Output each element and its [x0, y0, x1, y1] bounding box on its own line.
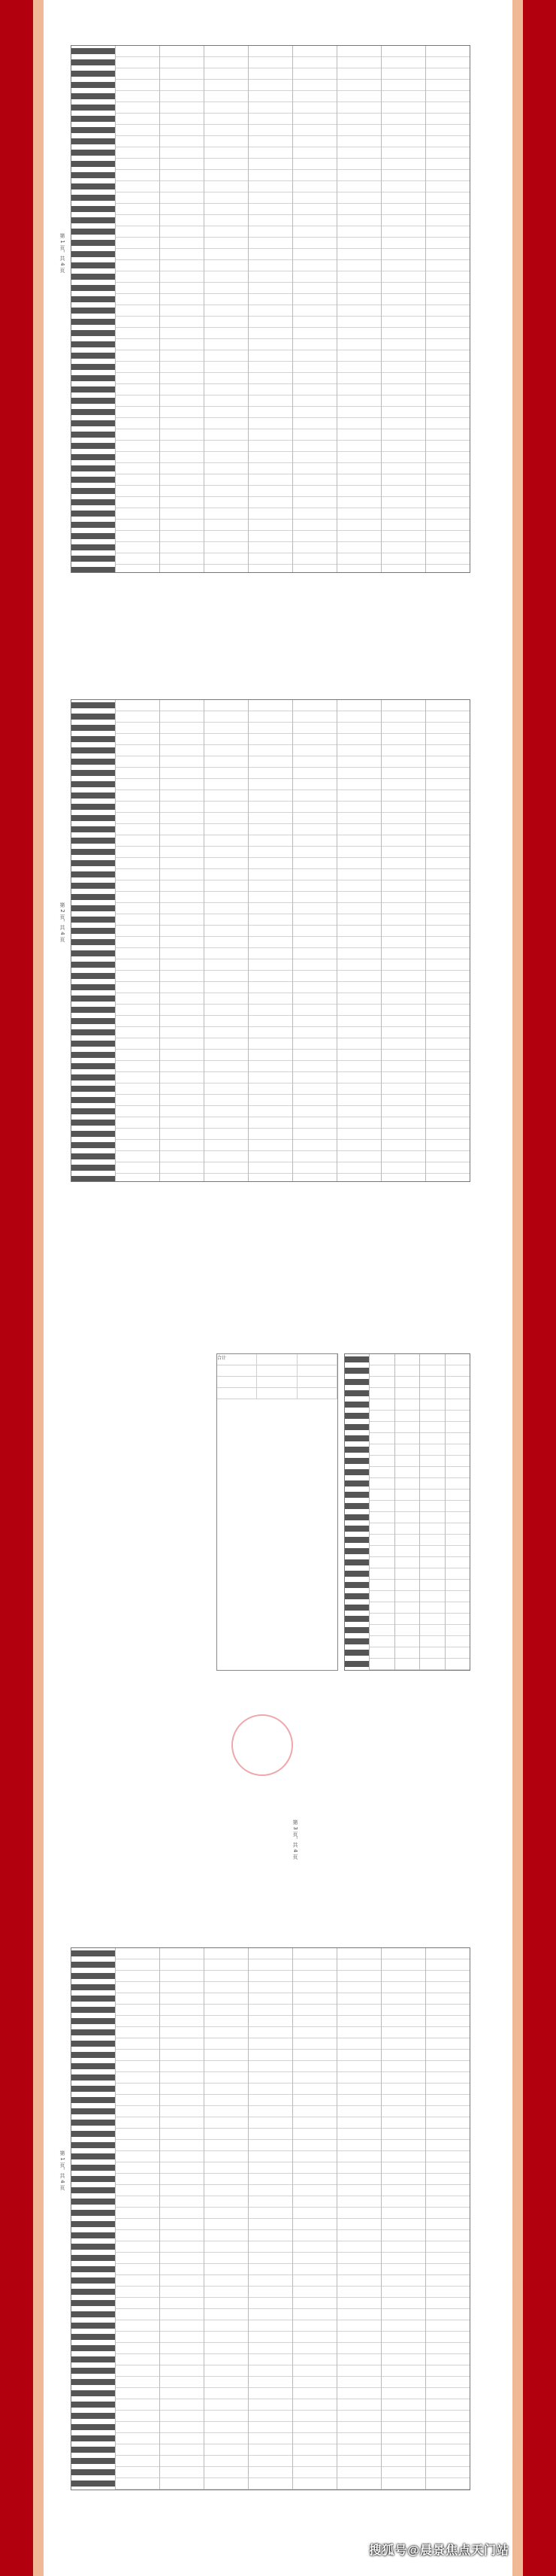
right-peach-border [512, 0, 523, 2576]
note-column [426, 700, 470, 1181]
unit-name-column [345, 1354, 370, 1670]
page-footer: 第 1 页，共 4 页 [59, 233, 65, 273]
floor-column [204, 1948, 249, 2490]
type-column [249, 1948, 293, 2490]
floor-column [204, 46, 249, 572]
unit-name-column [71, 1948, 116, 2490]
price-sheet-1 [44, 0, 512, 647]
total-price-column [382, 46, 426, 572]
unit-name-column [71, 46, 116, 572]
summary-table [216, 1353, 338, 1671]
unit-price-column [337, 1948, 382, 2490]
building-column [370, 1354, 394, 1670]
type-column [249, 46, 293, 572]
left-peach-border [33, 0, 44, 2576]
building-column [116, 700, 160, 1181]
official-seal [231, 1714, 293, 1776]
door-column [160, 1948, 204, 2490]
building-column [116, 1948, 160, 2490]
page-footer: 第 3 页，共 4 页 [292, 1820, 298, 1859]
page-footer: 第 2 页，共 4 页 [59, 902, 65, 942]
unit-price-column [337, 46, 382, 572]
unit-price-column [337, 700, 382, 1181]
area-column [293, 46, 337, 572]
total-price-column [382, 1948, 426, 2490]
area-column [420, 1354, 445, 1670]
price-sheet-2 [44, 662, 512, 1278]
summary-label: 合计 [217, 1354, 257, 1365]
unit-name-column [71, 700, 116, 1181]
floor-column [395, 1354, 420, 1670]
building-column [116, 46, 160, 572]
total-price-column [382, 700, 426, 1181]
document-paper [44, 0, 512, 2576]
floor-column [204, 700, 249, 1181]
price-table-3 [344, 1353, 470, 1671]
price-sheet-4 [44, 1925, 512, 2571]
right-red-frame [523, 0, 556, 2576]
door-column [160, 700, 204, 1181]
door-column [160, 46, 204, 572]
area-column [293, 1948, 337, 2490]
price-table-2 [71, 699, 470, 1182]
note-column [426, 1948, 470, 2490]
note-column [426, 46, 470, 572]
total-price-column [446, 1354, 470, 1670]
left-red-frame [0, 0, 33, 2576]
price-sheet-3 [44, 1293, 512, 1910]
type-column [249, 700, 293, 1181]
area-column [293, 700, 337, 1181]
source-watermark: 搜狐号@晨景焦点天门站 [369, 2544, 509, 2557]
price-table-1 [71, 45, 470, 573]
page-footer: 第 1 页，共 4 页 [59, 2150, 65, 2190]
price-table-4 [71, 1947, 470, 2490]
